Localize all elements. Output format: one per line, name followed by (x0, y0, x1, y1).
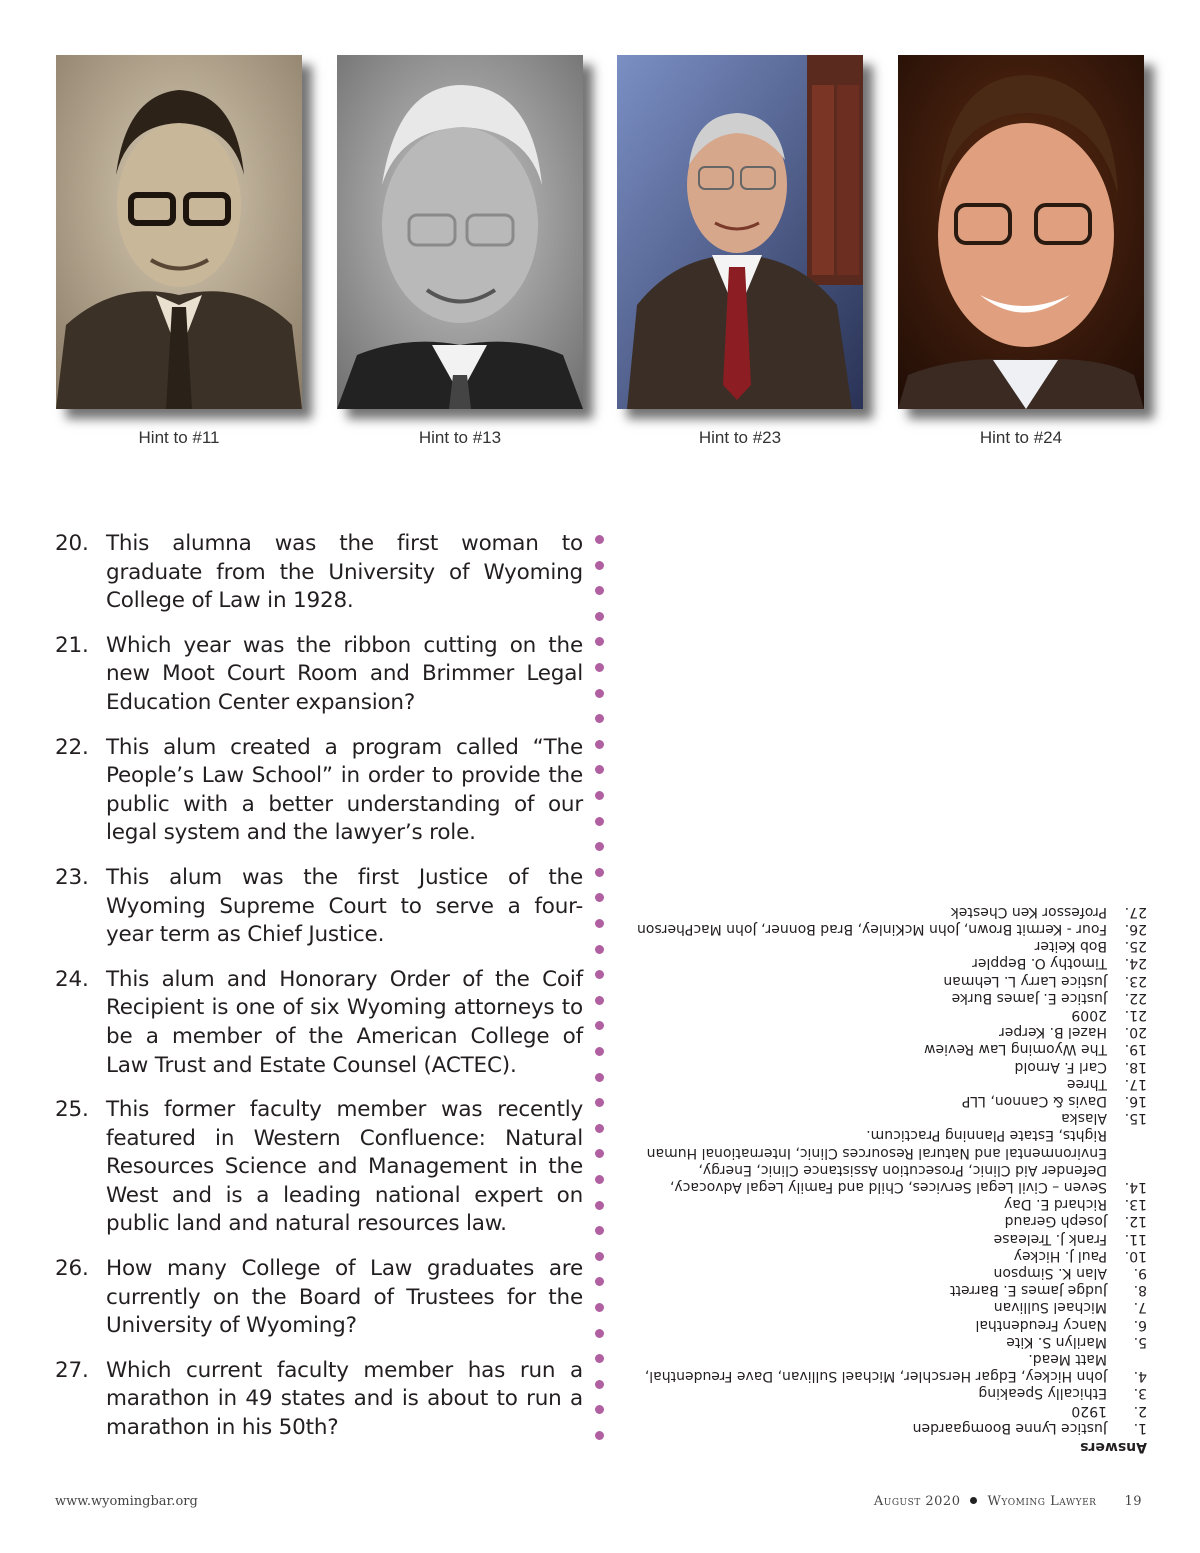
question-item (55, 1357, 583, 1443)
answer-text: Professor Ken Chestek (950, 903, 1107, 920)
answer-item (612, 920, 1147, 937)
answer-text: Richard E. Day (1003, 1196, 1107, 1213)
answer-item (612, 1092, 1147, 1109)
quiz-questions (55, 530, 583, 1459)
answers-list (612, 903, 1147, 1436)
answer-text: 2009 (1071, 1006, 1107, 1023)
answer-text: Justice E. James Burke (951, 989, 1107, 1006)
question-number: 27. (55, 1357, 89, 1383)
answer-number: 22. (1124, 989, 1147, 1006)
answer-number: 14. (1124, 1178, 1147, 1195)
answer-text: Joseph Geraud (1004, 1213, 1107, 1230)
answer-text: Frank J. Trelease (993, 1230, 1107, 1247)
divider-dot (595, 1405, 604, 1414)
divider-dot (595, 1354, 604, 1363)
divider-dot (595, 970, 604, 979)
question-text: Which current faculty member has run a marathon in 49 states and is about to run a marathon in his 50th? (106, 1357, 583, 1441)
answer-item (612, 989, 1147, 1006)
divider-dot (595, 1047, 604, 1056)
answer-number: 19. (1124, 1041, 1147, 1058)
bullet-icon (970, 1497, 977, 1504)
photo-caption: Hint to #13 (418, 428, 502, 447)
answer-text: The Wyoming Law Review (924, 1041, 1107, 1058)
answer-text: Three (1066, 1075, 1107, 1092)
divider-dot (595, 561, 604, 570)
portrait-image (898, 55, 1144, 409)
divider-dot (595, 842, 604, 851)
answer-number: 17. (1124, 1075, 1147, 1092)
answer-number: 26. (1124, 920, 1147, 937)
portrait-image (617, 55, 863, 409)
answer-item (612, 1057, 1147, 1074)
answer-item (612, 903, 1147, 920)
photo-caption: Hint to #24 (979, 428, 1063, 447)
photo-caption: Hint to #23 (698, 428, 782, 447)
answer-number: 10. (1124, 1247, 1147, 1264)
question-item (55, 734, 583, 848)
divider-dot (595, 1098, 604, 1107)
answer-text: Alaska (1061, 1110, 1107, 1127)
photo-hint-24 (898, 55, 1144, 409)
answer-number: 25. (1124, 938, 1147, 955)
answer-item (612, 1006, 1147, 1023)
answer-number: 8. (1133, 1282, 1147, 1299)
divider-dot (595, 689, 604, 698)
question-number: 23. (55, 864, 89, 890)
answer-item (612, 1333, 1147, 1350)
answer-number: 11. (1124, 1230, 1147, 1247)
question-text: This alum was the first Justice of the Wyoming Supreme Court to serve a four-year term as Chief Justice. (106, 864, 583, 948)
question-item (55, 1255, 583, 1341)
divider-dot (595, 1329, 604, 1338)
answer-number: 12. (1124, 1213, 1147, 1230)
photo-caption: Hint to #11 (138, 428, 220, 447)
divider-dot (595, 765, 604, 774)
answer-text: Judge James E. Barrett (949, 1282, 1107, 1299)
answer-number: 5. (1133, 1333, 1147, 1350)
answer-item (612, 1350, 1147, 1384)
answer-text: 1920 (1071, 1402, 1107, 1419)
answer-item (612, 1264, 1147, 1281)
divider-dot (595, 740, 604, 749)
divider-dot (595, 868, 604, 877)
divider-dot (595, 1073, 604, 1082)
answer-item (612, 1023, 1147, 1040)
question-number: 20. (55, 531, 89, 556)
divider-dot (595, 1380, 604, 1389)
portrait-image (56, 55, 302, 409)
page-number: 19 (1124, 1494, 1142, 1509)
answer-number: 2. (1133, 1402, 1147, 1419)
answer-number: 21. (1124, 1006, 1147, 1023)
divider-dot (595, 791, 604, 800)
question-number: 21. (55, 632, 89, 658)
photo-hint-11 (56, 55, 302, 409)
answer-item (612, 1109, 1147, 1126)
divider-dot (595, 1226, 604, 1235)
divider-dot (595, 1124, 604, 1133)
answer-number: 13. (1124, 1196, 1147, 1213)
answer-text: Carl F. Arnold (1014, 1058, 1107, 1075)
question-item (55, 1096, 583, 1239)
answer-text: Paul J. Hickey (1013, 1247, 1107, 1264)
answer-text: Michael Sullivan (993, 1299, 1107, 1316)
question-text: How many College of Law graduates are currently on the Board of Trustees for the University of Wyoming? (106, 1256, 583, 1339)
answer-number: 6. (1133, 1316, 1147, 1333)
question-number: 25. (55, 1097, 89, 1123)
footer-issue-date: August 2020 (873, 1494, 961, 1509)
dotted-divider (594, 530, 606, 1450)
divider-dot (595, 893, 604, 902)
answer-number: 18. (1124, 1058, 1147, 1075)
answer-text: Alan K. Simpson (993, 1264, 1107, 1281)
answers-heading: Answers (1080, 1439, 1147, 1455)
divider-dot (595, 1149, 604, 1158)
answer-text: Hazel B. Kerper (998, 1024, 1107, 1041)
question-item (55, 632, 583, 718)
divider-dot (595, 586, 604, 595)
answer-item (612, 971, 1147, 988)
footer-website: www.wyomingbar.org (55, 1494, 198, 1509)
answer-item (612, 1229, 1147, 1246)
answer-number: 23. (1124, 972, 1147, 989)
answer-number: 16. (1124, 1092, 1147, 1109)
answer-item (612, 1126, 1147, 1195)
answer-item (612, 1247, 1147, 1264)
divider-dot (595, 1431, 604, 1440)
divider-dot (595, 817, 604, 826)
answer-item (612, 1040, 1147, 1057)
answer-item (612, 1298, 1147, 1315)
question-number: 26. (55, 1256, 89, 1282)
portrait-image (337, 55, 583, 409)
question-text: Which year was the ribbon cutting on the new Moot Court Room and Brimmer Legal Education Center expansion? (106, 632, 583, 715)
answer-text: Nancy Freudenthal (975, 1316, 1107, 1333)
answer-text: Davis & Cannon, LLP (961, 1092, 1107, 1109)
answer-item (612, 1212, 1147, 1229)
photo-hint-13 (337, 55, 583, 409)
answer-number: 15. (1124, 1110, 1147, 1127)
footer-issue-info (874, 1494, 1142, 1509)
answer-number: 4. (1133, 1368, 1147, 1385)
answer-text: Justice Larry L. Lehman (943, 972, 1107, 989)
question-item (55, 530, 583, 616)
answer-item (612, 1315, 1147, 1332)
divider-dot (595, 919, 604, 928)
divider-dot (595, 1277, 604, 1286)
answer-text: John Hickey, Edgar Herschler, Michael Sullivan, Dave Freudenthal, Matt Mead. (644, 1350, 1107, 1385)
answer-number: 7. (1133, 1299, 1147, 1316)
question-text: This alum and Honorary Order of the Coif Recipient is one of six Wyoming attorneys to be a member of the American College of Law Trust and Estate Counsel (ACTEC). (106, 966, 583, 1078)
answer-item (612, 1384, 1147, 1401)
divider-dot (595, 663, 604, 672)
answer-number: 24. (1124, 955, 1147, 972)
divider-dot (595, 1021, 604, 1030)
answer-text: Timothy O. Beppler (972, 955, 1107, 972)
answer-item (612, 954, 1147, 971)
answer-item (612, 1281, 1147, 1298)
divider-dot (595, 1303, 604, 1312)
footer-publication: Wyoming Lawyer (987, 1494, 1097, 1509)
answer-text: Ethically Speaking (978, 1385, 1107, 1402)
question-number: 24. (55, 966, 89, 992)
divider-dot (595, 945, 604, 954)
answer-text: Bob Keiter (1034, 938, 1107, 955)
photo-hint-23 (617, 55, 863, 409)
question-item (55, 864, 583, 950)
divider-dot (595, 1175, 604, 1184)
answer-text: Marilyn S. Kite (1006, 1333, 1107, 1350)
answer-item (612, 1401, 1147, 1418)
answer-text: Justice Lynne Boomgaarden (912, 1419, 1107, 1436)
answer-item (612, 1419, 1147, 1436)
answer-number: 9. (1133, 1264, 1147, 1281)
answer-number: 3. (1133, 1385, 1147, 1402)
answer-number: 27. (1124, 903, 1147, 920)
answer-item (612, 1195, 1147, 1212)
divider-dot (595, 612, 604, 621)
divider-dot (595, 1201, 604, 1210)
answer-text: Seven – Civil Legal Services, Child and Family Legal Advocacy, Defender Aid Clinic, Prosecution Assistance Clinic, Energy, Environmental and Natural Resources Clinic, International Human Rights, Estate Planning Practicum. (646, 1127, 1107, 1195)
answer-item (612, 937, 1147, 954)
question-text: This former faculty member was recently featured in Western Confluence: Natural Resources Science and Management in the West and is a leading national expert on public land and natural resources law. (106, 1097, 583, 1237)
question-item (55, 966, 583, 1080)
answer-item (612, 1075, 1147, 1092)
answers-block (612, 845, 1147, 1455)
answer-text: Four - Kermit Brown, John McKinley, Brad Bonner, John MacPherson (636, 920, 1107, 937)
answer-number: 20. (1124, 1024, 1147, 1041)
divider-dot (595, 535, 604, 544)
answer-number: 1. (1133, 1419, 1147, 1436)
question-number: 22. (55, 734, 89, 760)
divider-dot (595, 1252, 604, 1261)
question-text: This alum created a program called “The People’s Law School” in order to provide the public with a better understanding of our legal system and the lawyer’s role. (106, 734, 583, 846)
divider-dot (595, 637, 604, 646)
question-text: This alumna was the first woman to graduate from the University of Wyoming College of Law in 1928. (106, 531, 583, 614)
divider-dot (595, 714, 604, 723)
divider-dot (595, 996, 604, 1005)
